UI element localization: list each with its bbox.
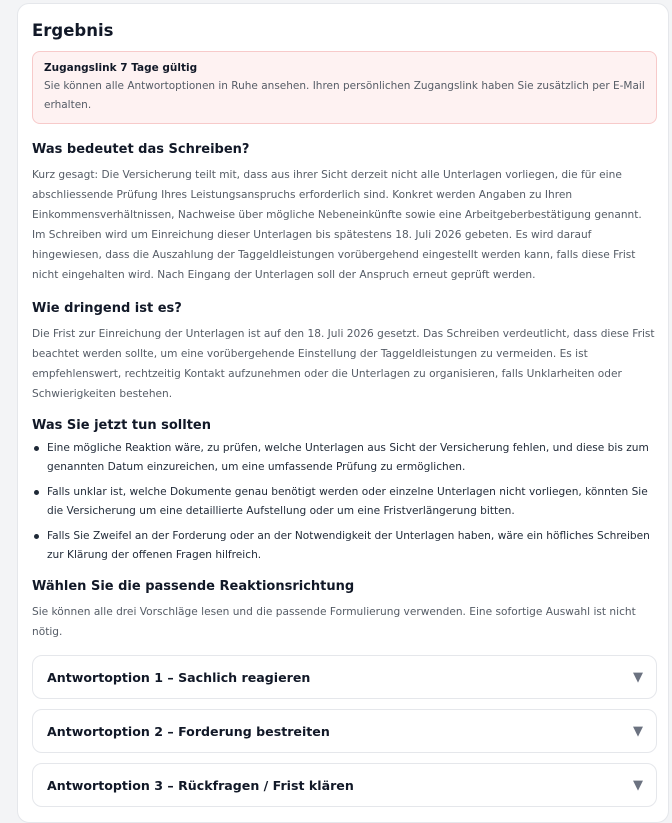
option-label: Antwortoption 1 – Sachlich reagieren <box>47 669 311 685</box>
section-heading-choose: Wählen Sie die passende Reaktionsrichtung <box>32 579 355 594</box>
option-label: Antwortoption 2 – Forderung bestreiten <box>47 723 330 739</box>
option-label: Antwortoption 3 – Rückfragen / Frist klären <box>47 777 354 793</box>
notice-body: Sie können alle Antwortoptionen in Ruhe ansehen. Ihren persönlichen Zugangslink haben Sie zusätzlich per E-Mail erhalten. <box>44 80 645 111</box>
bullet-icon <box>34 490 39 495</box>
list-item-text: Falls Sie Zweifel an der Forderung oder an der Notwendigkeit der Unterlagen haben, wäre ein höfliches Schreiben zur Klärung der offenen Fragen hilfreich. <box>47 530 650 561</box>
list-item <box>32 439 657 477</box>
response-option-3-toggle[interactable] <box>32 763 657 807</box>
list-item <box>32 483 657 521</box>
response-option-1-toggle[interactable] <box>32 655 657 699</box>
list-item-text: Eine mögliche Reaktion wäre, zu prüfen, welche Unterlagen aus Sicht der Versicherung fehlen, und diese bis zum genannten Datum einzureichen, um eine umfassende Prüfung zu ermöglichen. <box>47 442 649 473</box>
response-options <box>32 655 657 807</box>
result-card <box>17 3 669 823</box>
list-item-text: Falls unklar ist, welche Dokumente genau benötigt werden oder einzelne Unterlagen nicht vorliegen, könnten Sie die Versicherung um eine detaillierte Aufstellung oder um eine Fristverlängerung bitten. <box>47 486 648 517</box>
section-heading-meaning: Was bedeutet das Schreiben? <box>32 142 250 157</box>
notice-title: Zugangslink 7 Tage gültig <box>44 62 198 74</box>
section-heading-urgency: Wie dringend ist es? <box>32 301 182 316</box>
result-content <box>32 4 657 817</box>
page-title: Ergebnis <box>32 21 114 40</box>
access-link-notice <box>32 51 657 124</box>
chevron-down-icon: ▼ <box>633 669 643 685</box>
section-body-choose: Sie können alle drei Vorschläge lesen und die passende Formulierung verwenden. Eine sofortige Auswahl ist nicht nötig. <box>32 606 636 638</box>
bullet-icon <box>34 534 39 539</box>
response-option-2-toggle[interactable] <box>32 709 657 753</box>
chevron-down-icon: ▼ <box>633 723 643 739</box>
bullet-icon <box>34 446 39 451</box>
list-item <box>32 527 657 565</box>
section-heading-todo: Was Sie jetzt tun sollten <box>32 418 211 433</box>
section-body-meaning: Kurz gesagt: Die Versicherung teilt mit, dass aus ihrer Sicht derzeit nicht alle Unterlagen vorliegen, die für eine abschliessende Prüfung Ihres Leistungsanspruchs erforderlich sind. Konkret werden Angaben zu Ihren Einkommensverhältnissen, Nachweise über mögliche Nebeneinkünfte sowie eine Arbeitgeberbestätigung genannt. Im Schreiben wird um Einreichung dieser Unterlagen bis spätestens 18. Juli 2026 gebeten. Es wird darauf hingewiesen, dass die Auszahlung der Taggeldleistungen vorübergehend eingestellt werden kann, falls diese Frist nicht eingehalten wird. Nach Eingang der Unterlagen soll der Anspruch erneut geprüft werden. <box>32 169 642 281</box>
chevron-down-icon: ▼ <box>633 777 643 793</box>
todo-list <box>32 439 657 565</box>
section-body-urgency: Die Frist zur Einreichung der Unterlagen ist auf den 18. Juli 2026 gesetzt. Das Schreiben verdeutlicht, dass diese Frist beachtet werden sollte, um eine vorübergehende Einstellung der Taggeldleistungen zu vermeiden. Es ist empfehlenswert, rechtzeitig Kontakt aufzunehmen oder die Unterlagen zu organisieren, falls Unklarheiten oder Schwierigkeiten bestehen. <box>32 328 655 400</box>
